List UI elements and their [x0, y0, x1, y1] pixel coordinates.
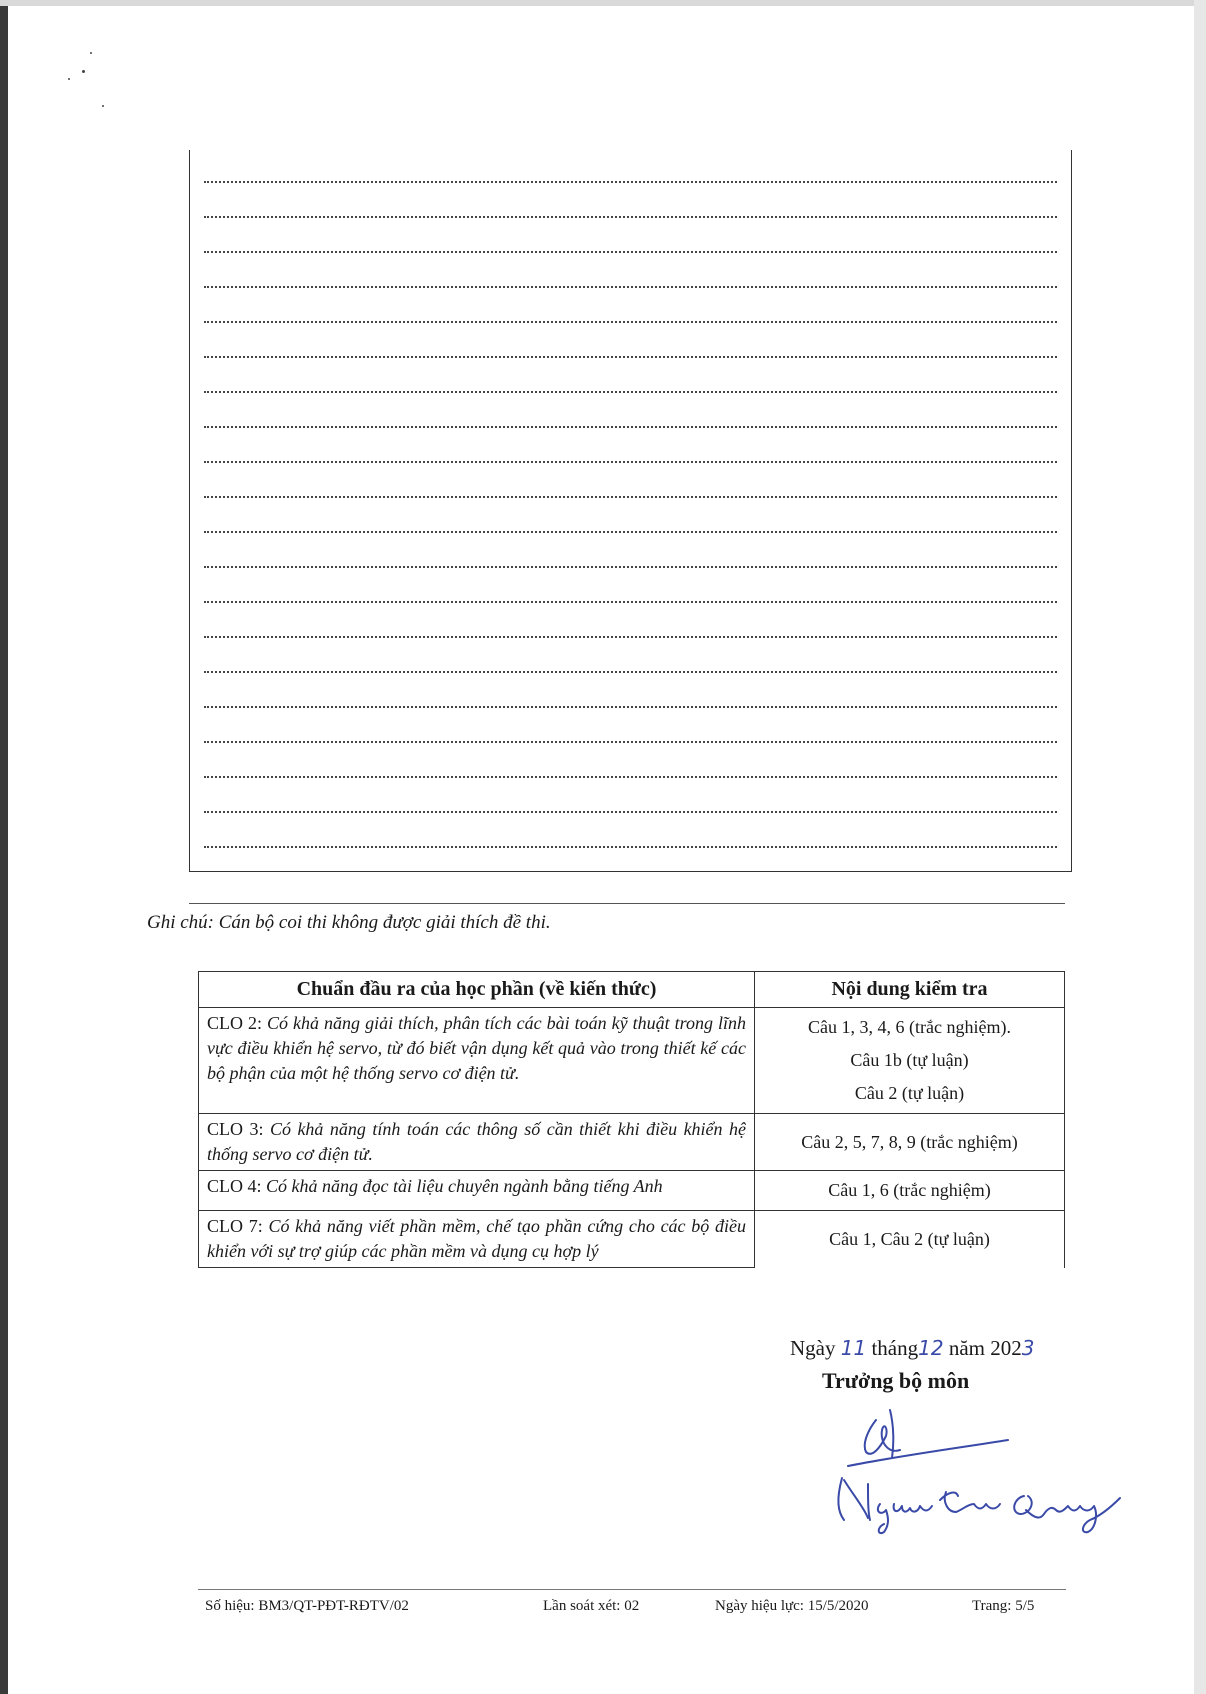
clo-row	[199, 1171, 1065, 1211]
clo-content-cell	[755, 1171, 1065, 1211]
month-label: tháng	[871, 1336, 919, 1360]
clo-content-cell	[755, 1008, 1065, 1114]
clo-outcome-cell	[199, 1211, 755, 1268]
answer-line	[204, 706, 1057, 708]
year-printed: 202	[990, 1336, 1022, 1360]
answer-line	[204, 566, 1057, 568]
scan-specks	[60, 50, 120, 120]
clo-table-header	[199, 972, 1065, 1008]
answer-line	[204, 251, 1057, 253]
scan-edge-left	[0, 0, 8, 1694]
clo-code: CLO 4:	[207, 1176, 262, 1196]
answer-line	[204, 461, 1057, 463]
clo-description: Có khả năng giải thích, phân tích các bài toán kỹ thuật trong lĩnh vực điều khiển hệ servo, từ đó biết vận dụng kết quả vào trong thiết kế các bộ phận của một hệ thống servo cơ điện tử.	[207, 1013, 746, 1083]
footer-revision: Lần soát xét: 02	[543, 1598, 640, 1614]
footer-page-number: Trang: 5/5	[972, 1598, 1035, 1614]
handwritten-year-digit: 3	[1021, 1336, 1035, 1360]
clo-code: CLO 3:	[207, 1119, 264, 1139]
handwritten-day: 11	[840, 1336, 867, 1360]
answer-line	[204, 286, 1057, 288]
clo-description: Có khả năng viết phần mềm, chế tạo phần cứng cho các bộ điều khiển với sự trợ giúp các phần mềm và dụng cụ hợp lý	[207, 1216, 746, 1261]
clo-content-cell	[755, 1114, 1065, 1171]
clo-row	[199, 1008, 1065, 1114]
answer-line	[204, 321, 1057, 323]
content-line: Câu 2, 5, 7, 8, 9 (trắc nghiệm)	[801, 1131, 1018, 1152]
date-prefix: Ngày	[790, 1336, 836, 1360]
answer-line	[204, 741, 1057, 743]
clo-code: CLO 2:	[207, 1013, 263, 1033]
clo-outcome-cell	[199, 1114, 755, 1171]
answer-line	[204, 426, 1057, 428]
clo-outcome-cell	[199, 1171, 755, 1211]
answer-line	[204, 531, 1057, 533]
content-line: Câu 1, 3, 4, 6 (trắc nghiệm).	[808, 1017, 1011, 1037]
section-divider	[189, 903, 1065, 904]
handwritten-month: 12	[918, 1336, 944, 1360]
clo-description: Có khả năng đọc tài liệu chuyên ngành bằng tiếng Anh	[266, 1176, 663, 1196]
clo-row	[199, 1114, 1065, 1171]
footer-rule	[198, 1589, 1066, 1590]
answer-line	[204, 601, 1057, 603]
answer-line	[204, 181, 1057, 183]
footer-effective-date: Ngày hiệu lực: 15/5/2020	[715, 1598, 869, 1614]
answer-line	[204, 391, 1057, 393]
clo-row	[199, 1211, 1065, 1268]
clo-table	[198, 971, 1065, 1268]
year-label: năm	[948, 1336, 985, 1360]
answer-writing-area	[189, 150, 1072, 872]
scan-edge-right	[1194, 0, 1206, 1694]
content-line: Câu 2 (tự luận)	[854, 1083, 965, 1103]
signer-role: Trưởng bộ môn	[822, 1368, 970, 1393]
answer-line	[204, 496, 1057, 498]
answer-line	[204, 846, 1057, 848]
answer-line	[204, 776, 1057, 778]
scan-edge-top	[0, 0, 1206, 6]
content-line: Câu 1, Câu 2 (tự luận)	[829, 1228, 990, 1249]
content-line: Câu 1, 6 (trắc nghiệm)	[828, 1180, 991, 1200]
clo-content-cell	[755, 1211, 1065, 1268]
sign-date	[790, 1336, 1034, 1361]
answer-line	[204, 671, 1057, 673]
answer-line	[204, 811, 1057, 813]
answer-line	[204, 356, 1057, 358]
footer-doc-code: Số hiệu: BM3/QT-PĐT-RĐTV/02	[205, 1598, 409, 1614]
handwritten-signature	[828, 1400, 1128, 1540]
content-line: Câu 1b (tự luận)	[850, 1050, 969, 1070]
exam-note: Ghi chú: Cán bộ coi thi không được giải thích đề thi.	[147, 912, 551, 933]
header-learning-outcome: Chuẩn đầu ra của học phần (về kiến thức)	[199, 972, 755, 1008]
clo-code: CLO 7:	[207, 1216, 263, 1236]
clo-outcome-cell	[199, 1008, 755, 1114]
clo-description: Có khả năng tính toán các thông số cần thiết khi điều khiển hệ thống servo cơ điện tử.	[207, 1119, 747, 1164]
answer-line	[204, 216, 1057, 218]
answer-line	[204, 636, 1057, 638]
header-test-content: Nội dung kiểm tra	[755, 972, 1065, 1008]
